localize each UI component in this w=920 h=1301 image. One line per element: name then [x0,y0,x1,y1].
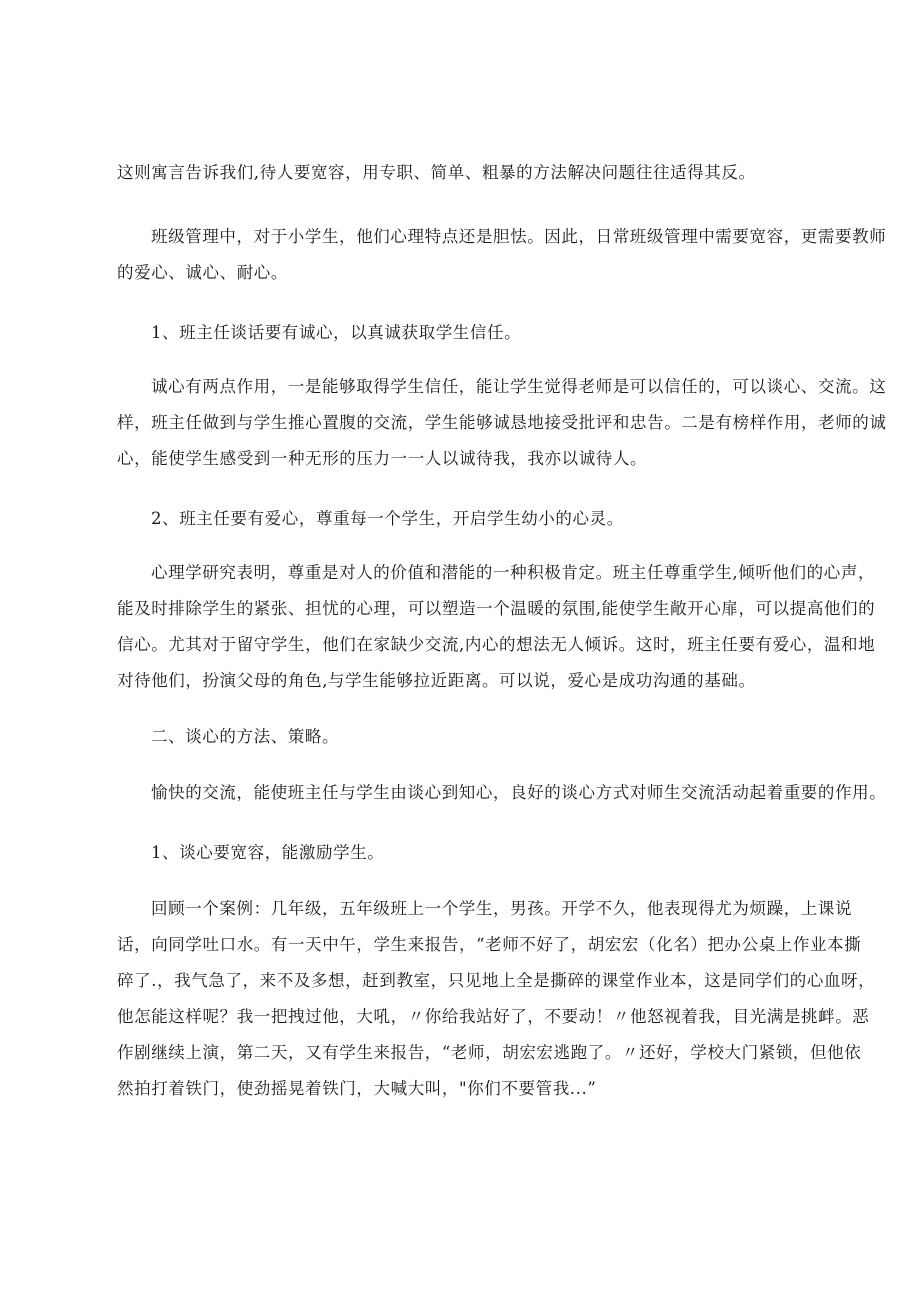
text-line-10: 能及时排除学生的紧张、担忧的心理，可以塑造一个温暖的氛围,能使学生敞开心扉，可以提高他们的 [117,599,876,618]
text-line-21: 然拍打着铁门，使劲摇晃着铁门，大喊大叫，"你们不要管我...” [117,1079,597,1098]
section-heading-2: 2、班主任要有爱心，尊重每一个学生，开启学生幼小的心灵。 [151,509,624,528]
text-line-3: 的爱心、诚心、耐心。 [117,263,288,282]
text-line-1: 这则寓言告诉我们,待人要宽容，用专职、简单、粗暴的方法解决问题往往适得其反。 [117,163,756,182]
text-line-5: 诚心有两点作用，一是能够取得学生信任，能让学生觉得老师是可以信任的，可以谈心、交流。这 [151,377,887,396]
text-line-2: 班级管理中，对于小学生，他们心理特点还是胆怯。因此，日常班级管理中需要宽容，更需要教师 [151,227,887,246]
text-line-14: 愉快的交流，能使班主任与学生由谈心到知心，良好的谈心方式对师生交流活动起着重要的作用。 [151,783,887,802]
text-line-16: 回顾一个案例：几年级，五年级班上一个学生，男孩。开学不久，他表现得尤为烦躁，上课说 [151,899,853,918]
text-line-20: 作剧继续上演，第二天，又有学生来报告，“老师，胡宏宏逃跑了。〃还好，学校大门紧锁，但他依 [117,1043,862,1062]
text-line-18: 碎了.，我气急了，来不及多想，赶到教室，只见地上全是撕碎的课堂作业本，这是同学们的心血呀， [117,971,876,990]
section-heading-3: 二、谈心的方法、策略。 [151,727,340,746]
section-heading-1: 1、班主任谈话要有诚心，以真诚获取学生信任。 [151,323,522,342]
text-line-11: 信心。尤其对于留守学生，他们在家缺少交流,内心的想法无人倾诉。这时，班主任要有爱心，温和地 [117,635,876,654]
text-line-7: 心，能使学生感受到一种无形的压力一一人以诚待我，我亦以诚待人。 [117,449,648,468]
section-heading-4: 1、谈心要宽容，能激励学生。 [151,843,385,862]
text-line-6: 样，班主任做到与学生推心置腹的交流，学生能够诚恳地接受批评和忠告。二是有榜样作用，老师的诚 [117,413,887,432]
text-line-12: 对待他们，扮演父母的角色,与学生能够拉近距离。可以说，爱心是成功沟通的基础。 [117,671,756,690]
text-line-9: 心理学研究表明，尊重是对人的价值和潜能的一种积极肯定。班主任尊重学生,倾听他们的心声， [151,563,876,582]
text-line-19: 他怎能这样呢？我一把拽过他，大吼，〃你给我站好了，不要动！〃他怒视着我，目光满是挑衅。恶 [117,1007,870,1026]
text-line-17: 话，向同学吐口水。有一天中午，学生来报告，“老师不好了，胡宏宏（化名）把办公桌上作业本撕 [117,935,862,954]
